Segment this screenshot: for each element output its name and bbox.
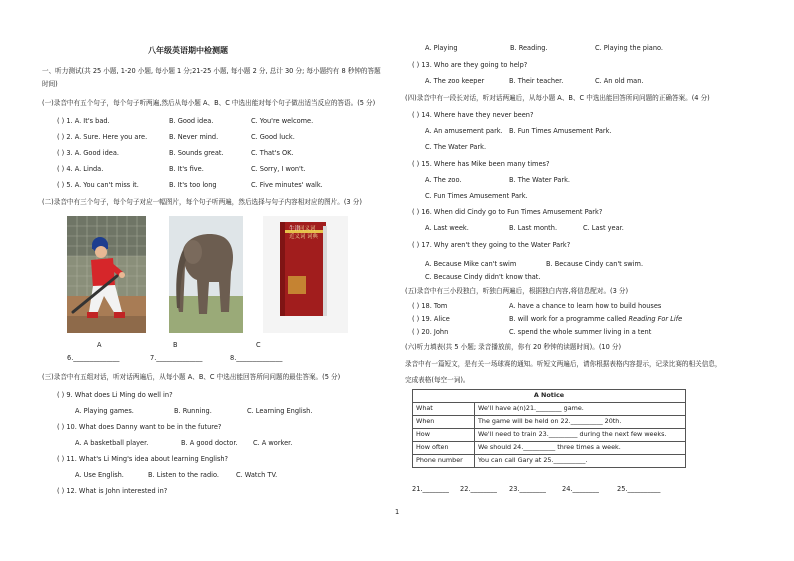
blank-6[interactable]: 6.______________ [67,354,120,362]
table-row [413,403,686,416]
option-13a: A. The zoo keeper [425,77,485,85]
option-2c: C. Good luck. [251,133,295,141]
question-2: ( ) 2. A. Sure. Here you are. [57,133,148,141]
page-title: 八年级英语期中检测题 [148,46,228,55]
option-1b: B. Good idea. [169,117,214,125]
part1-header: (一)录音中有五个句子，每个句子听两遍,然后从每小题 A、B、C 中选出能对每个句子做出适当反应的答语。(5 分) [42,99,376,107]
question-4: ( ) 4. A. Linda. [57,165,104,173]
option-4b: B. It's five. [169,165,204,173]
option-5b: B. It's too long [169,181,217,189]
row-key: What [413,403,475,416]
option-15b: B. The Water Park. [509,176,571,184]
row-value[interactable]: We'll have a(n)21.________ game. [475,403,686,416]
option-13b: B. Their teacher. [509,77,564,85]
question-12: ( ) 12. What is John interested in? [57,487,168,495]
option-11b: B. Listen to the radio. [148,471,219,479]
part4-header: (四)录音中有一段长对话，听对话两遍后，从每小题 A、B、C 中选出能回答所问问题的正确答案。(4 分) [405,94,710,102]
row-value[interactable]: The game will be held on 22.__________ 20th. [475,416,686,429]
part6-line2: 完成表格(每空一词)。 [405,376,470,384]
book-title-line2: 同义词 [299,226,316,232]
option-16a: A. Last week. [425,224,469,232]
option-14c: C. The Water Park. [425,143,487,151]
question-13: ( ) 13. Who are they going to help? [412,61,528,69]
picture-a-baseball-player [67,216,146,333]
option-9a: A. Playing games. [75,407,134,415]
option-16c: C. Last year. [583,224,624,232]
section-header-line2: 时间) [42,80,58,88]
notice-table-title: A Notice [413,390,686,403]
book-title-line3: 近义词 [289,234,306,240]
blank-21[interactable]: 21.________ [412,485,449,493]
book-title-line1: 牛津 [289,226,301,232]
row-key: How often [413,442,475,455]
part6-header: (六)听力填表(共 5 小题; 录音播放前，你有 20 秒钟的读题时间)。(10 分) [405,343,622,351]
option-15c: C. Fun Times Amusement Park. [425,192,528,200]
part5-header: (五)录音中有三小段独白，听独白两遍后，根据独白内容,将信息配对。(3 分) [405,287,629,295]
option-10a: A. A basketball player. [75,439,149,447]
match-20: ( ) 20. John [412,328,449,336]
option-16b: B. Last month. [509,224,558,232]
option-11a: A. Use English. [75,471,124,479]
book-title-line4: 词典 [307,234,319,240]
row-value[interactable]: We should 24.__________ three times a week. [475,442,686,455]
option-3b: B. Sounds great. [169,149,224,157]
option-15a: A. The zoo. [425,176,462,184]
option-17a: A. Because Mike can't swim [425,260,517,268]
option-5c: C. Five minutes' walk. [251,181,323,189]
question-11: ( ) 11. What's Li Ming's idea about learning English? [57,455,229,463]
option-9b: B. Running. [174,407,212,415]
option-17c: C. Because Cindy didn't know that. [425,273,541,281]
blank-7[interactable]: 7.______________ [150,354,203,362]
option-12a: A. Playing [425,44,458,52]
row-value[interactable]: You can call Gary at 25.__________. [475,455,686,468]
question-10: ( ) 10. What does Danny want to be in the future? [57,423,222,431]
row-key: How [413,429,475,442]
question-5: ( ) 5. A. You can't miss it. [57,181,139,189]
question-3: ( ) 3. A. Good idea. [57,149,119,157]
programme-name: Reading For Life [628,315,683,323]
option-3c: C. That's OK. [251,149,294,157]
option-9c: C. Learning English. [247,407,313,415]
blank-22[interactable]: 22.________ [460,485,497,493]
option-10b: B. A good doctor. [181,439,238,447]
option-1c: C. You're welcome. [251,117,314,125]
part2-header: (二)录音中有三个句子，每个句子对应一幅图片，每个句子听两遍，然后选择与句子内容相对应的图片。(3 分) [42,198,362,206]
blank-25[interactable]: 25.__________ [617,485,661,493]
match-option-b-text: B. will work for a programme called [509,315,629,323]
picture-label-c: C [256,341,261,349]
question-16: ( ) 16. When did Cindy go to Fun Times Amusement Park? [412,208,603,216]
option-12b: B. Reading. [510,44,548,52]
question-17: ( ) 17. Why aren't they going to the Water Park? [412,241,571,249]
row-key: When [413,416,475,429]
question-9: ( ) 9. What does Li Ming do well in? [57,391,173,399]
table-row [413,442,686,455]
question-1: ( ) 1. A. It's bad. [57,117,110,125]
match-option-b [509,316,682,324]
blank-8[interactable]: 8.______________ [230,354,283,362]
option-17b: B. Because Cindy can't swim. [546,260,644,268]
row-value[interactable]: We'll need to train 23._________ during the next few weeks. [475,429,686,442]
question-14: ( ) 14. Where have they never been? [412,111,534,119]
section-header-line1: 一、听力测试(共 25 小题, 1-20 小题, 每小题 1 分;21-25 小题, 每小题 2 分, 总计 30 分; 每小题约有 8 秒钟的答题 [42,67,381,75]
row-key: Phone number [413,455,475,468]
table-row [413,429,686,442]
table-row [413,416,686,429]
option-14b: B. Fun Times Amusement Park. [509,127,612,135]
option-10c: C. A worker. [253,439,293,447]
option-12c: C. Playing the piano. [595,44,664,52]
option-2b: B. Never mind. [169,133,219,141]
option-4c: C. Sorry, I won't. [251,165,306,173]
option-11c: C. Watch TV. [236,471,278,479]
option-13c: C. An old man. [595,77,644,85]
picture-label-a: A [97,341,102,349]
blank-23[interactable]: 23.________ [509,485,546,493]
option-14a: A. An amusement park. [425,127,503,135]
picture-label-b: B [173,341,178,349]
table-row [413,455,686,468]
match-18: ( ) 18. Tom [412,302,448,310]
part6-line1: 录音中有一篇短文，是有关一场球赛的通知。听短文两遍后，请你根据表格内容提示，记录比赛的相关信息， [405,360,722,368]
blank-24[interactable]: 24.________ [562,485,599,493]
page-number: 1 [395,508,400,516]
picture-b-elephant [169,216,243,333]
question-15: ( ) 15. Where has Mike been many times? [412,160,550,168]
part3-header: (三)录音中有五组对话，听对话两遍后，从每小题 A、B、C 中选出能回答所问问题的最佳答案。(5 分) [42,373,341,381]
match-option-c: C. spend the whole summer living in a tent [509,328,652,336]
match-option-a: A. have a chance to learn how to build houses [509,302,662,310]
match-19: ( ) 19. Alice [412,315,450,323]
notice-table [412,389,686,468]
